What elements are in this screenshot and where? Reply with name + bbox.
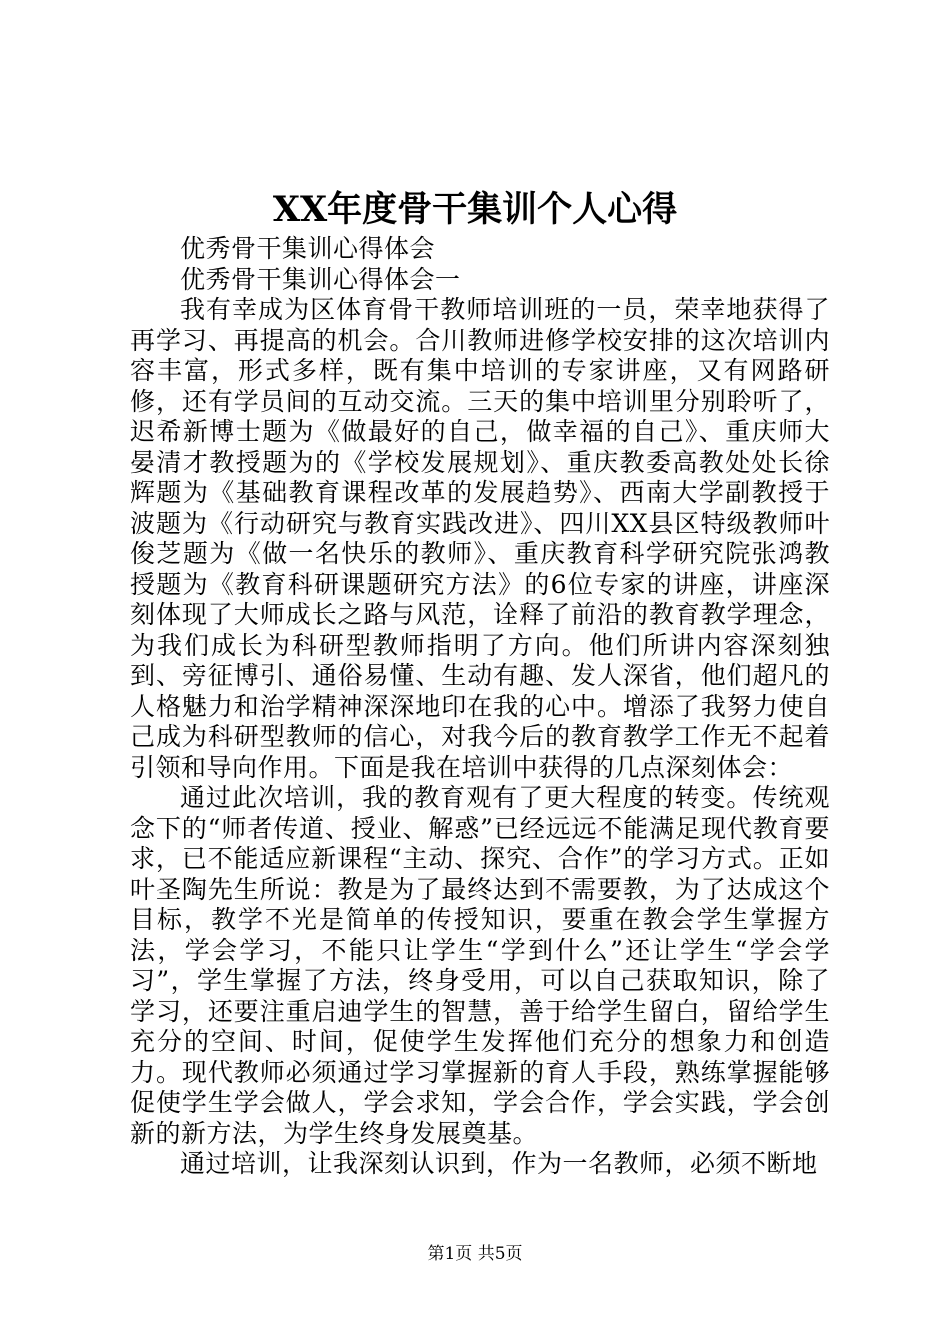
paragraph: 通过培训，让我深刻认识到，作为一名教师，必须不断地	[180, 1149, 818, 1178]
paragraph: 通过此次培训，我的教育观有了更大程度的转变。传统观念下的“师者传道、授业、解惑”已经远远不能满足现代教育要求，已不能适应新课程“主动、探究、合作”的学习方式。正如叶圣陶先生所说：教是为了最终达到不需要教，为了达成这个目标，教学不光是简单的传授知识，要重在教会学生掌握方法，学会学习，不能只让学生“学到什么”还让学生“学会学习”，学生掌握了方法，终身受用，可以自己获取知识，除了学习，还要注重启迪学生的智慧，善于给学生留白，留给学生充分的空间、时间，促使学生发挥他们充分的想象力和创造力。现代教师必须通过学习掌握新的育人手段，熟练掌握能够促使学生学会做人，学会求知，学会合作，学会实践，学会创新的新方法，为学生终身发展奠基。	[130, 783, 830, 1148]
paragraph: 我有幸成为区体育骨干教师培训班的一员，荣幸地获得了再学习、再提高的机会。合川教师进修学校安排的这次培训内容丰富，形式多样，既有集中培训的专家讲座，又有网路研修，还有学员间的互动交流。三天的集中培训里分别聆听了，迟希新博士题为《做最好的自己，做幸福的自己》、重庆师大晏清才教授题为的《学校发展规划》、重庆教委高教处处长徐辉题为《基础教育课程改革的发展趋势》、西南大学副教授于波题为《行动研究与教育实践改进》、四川XX县区特级教师叶俊芝题为《做一名快乐的教师》、重庆教育科学研究院张鸿教授题为《教育科研课题研究方法》的6位专家的讲座，讲座深刻体现了大师成长之路与风范，诠释了前沿的教育教学理念，为我们成长为科研型教师指明了方向。他们所讲内容深刻独到、旁征博引、通俗易懂、生动有趣、发人深省，他们超凡的人格魅力和治学精神深深地印在我的心中。增添了我努力使自己成为科研型教师的信心，对我今后的教育教学工作无不起着引领和导向作用。下面是我在培训中获得的几点深刻体会：	[130, 295, 830, 782]
paragraph-subtitle: 优秀骨干集训心得体会	[180, 234, 436, 263]
document-body	[130, 234, 830, 1180]
paragraph-section-heading: 优秀骨干集训心得体会一	[180, 264, 461, 294]
document-title: XX年度骨干集训个人心得	[272, 189, 678, 230]
page-footer: 第1页 共5页	[427, 1244, 523, 1264]
